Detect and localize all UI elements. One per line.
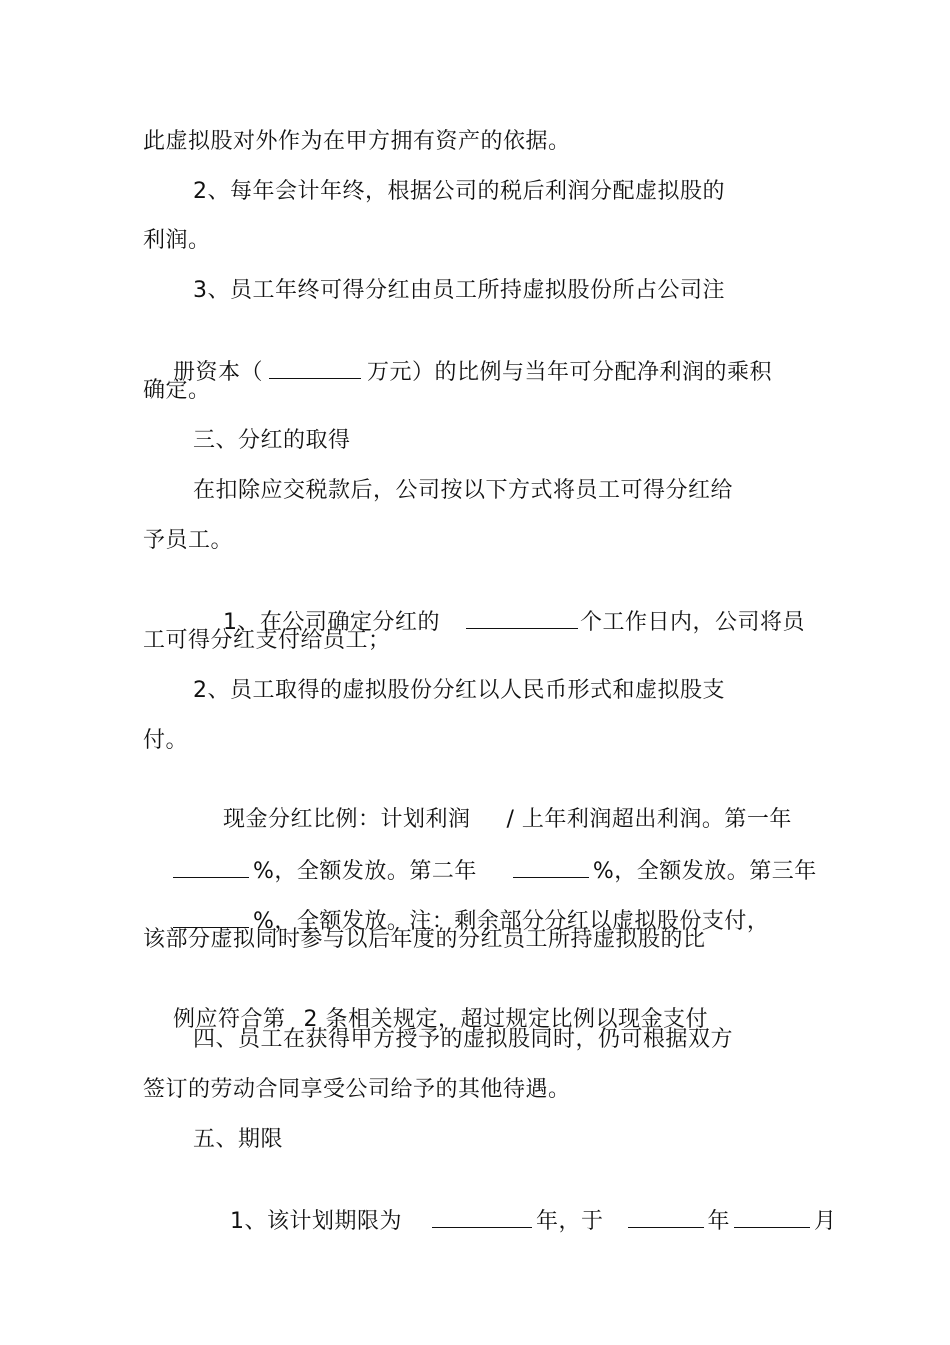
fill-in-blank[interactable]: [466, 606, 578, 629]
paragraph-line: 2、员工取得的虚拟股份分红以人民币形式和虚拟股支: [193, 678, 725, 703]
paragraph-line: 利润。: [143, 228, 211, 253]
fill-in-blank[interactable]: [628, 1205, 704, 1228]
paragraph-line: 签订的劳动合同享受公司给予的其他待遇。: [143, 1077, 571, 1102]
text-segment: 2 条相关规定，超过规定比例以现金支付: [303, 1007, 708, 1032]
text-segment: 年，于: [535, 1209, 604, 1234]
text-segment: 1、在公司确定分红的: [222, 610, 440, 635]
paragraph-line: [200, 1175, 837, 1267]
paragraph-line: 3、员工年终可得分红由员工所持虚拟股份所占公司注: [193, 278, 725, 303]
fill-in-blank[interactable]: [269, 356, 361, 379]
text-segment: 个工作日内，公司将员: [579, 610, 805, 635]
paragraph-line: [143, 326, 772, 418]
section-heading: 三、分红的取得: [193, 428, 351, 453]
text-segment: 现金分红比例：计划利润: [222, 807, 471, 832]
text-segment: %，全额发放。第二年: [252, 859, 477, 884]
text-segment: 1、该计划期限为: [229, 1209, 402, 1234]
text-segment: %，全额发放。注：剩余部分分红以虚拟股份支付，: [252, 909, 770, 934]
paragraph-line: 2、每年会计年终，根据公司的税后利润分配虚拟股的: [193, 179, 725, 204]
paragraph-line: 工可得分红支付给员工；: [143, 628, 391, 653]
text-segment: 年: [707, 1209, 731, 1234]
text-segment: 册资本（: [172, 360, 263, 385]
text-segment: 万元）的比例与当年可分配净利润的乘积: [367, 360, 773, 385]
text-segment: 月: [814, 1209, 837, 1234]
section-heading: 四、员工在获得甲方授予的虚拟股同时，仍可根据双方: [193, 1027, 734, 1052]
paragraph-line: 该部分虚拟同时参与以后年度的分红员工所持虚拟股的比: [143, 927, 706, 952]
paragraph-line: 予员工。: [143, 528, 234, 553]
paragraph-line: 此虚拟股对外作为在甲方拥有资产的依据。: [143, 129, 571, 154]
fill-in-blank[interactable]: [432, 1205, 532, 1228]
paragraph-line: 确定。: [143, 378, 211, 403]
paragraph-line: 在扣除应交税款后，公司按以下方式将员工可得分红给: [193, 478, 734, 503]
paragraph-line: 付。: [143, 728, 189, 753]
text-segment: / 上年利润超出利润。第一年: [506, 807, 792, 832]
text-segment: 例应符合第: [172, 1007, 286, 1032]
text-segment: %，全额发放。第三年: [592, 859, 817, 884]
fill-in-blank[interactable]: [734, 1205, 810, 1228]
section-heading: 五、期限: [193, 1127, 284, 1152]
